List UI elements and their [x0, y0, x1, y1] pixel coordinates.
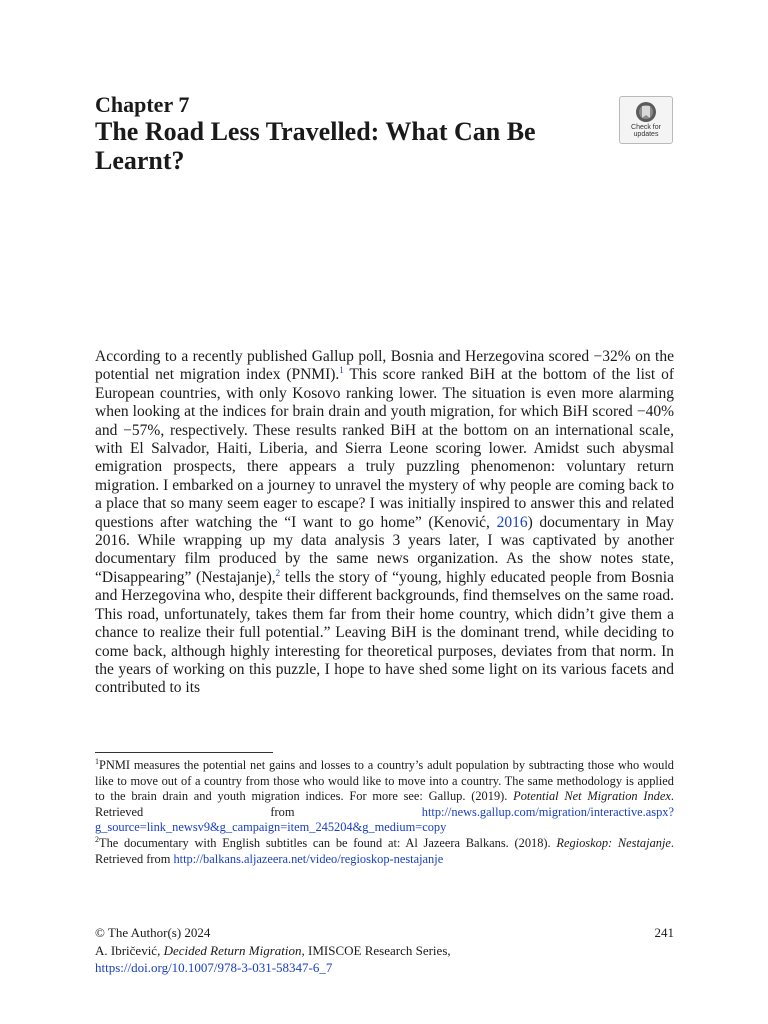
footnote-number: 2: [95, 834, 99, 844]
footnotes: [95, 758, 674, 867]
page-footer: [95, 924, 674, 977]
chapter-label: Chapter 7: [95, 92, 190, 117]
citation-link[interactable]: 2016: [496, 513, 528, 531]
copyright: © The Author(s) 2024: [95, 925, 211, 940]
text-run: According to a recently published Gallup poll, Bosnia and Herzegovina scored −32% on the potential net migration index (PNMI).: [95, 348, 674, 384]
footnote-2-url-link[interactable]: http://balkans.aljazeera.net/video/regioskop-nestajanje: [173, 851, 444, 866]
text-run: This score ranked BiH at the bottom of the list of European countries, with only Kosovo ranking lower. The situation is even more alarming when looking at the indices for brain drain and youth migration, for which BiH scored −40% and −57%, respectively. These results ranked BiH at the bottom on an international scale, with El Salvador, Haiti, Liberia, and Sierra Leone scoring lower. Amidst such abysmal emigration prospects, there appears a truly puzzling phenomenon: voluntary return migration. I embarked on a journey to unravel the mystery of why people are coming back to a place that so many seem eager to escape? I was initially inspired to answer this and related questions after watching the “I want to go home” (Kenović,: [95, 366, 674, 531]
text-run: . Retrieved from: [95, 789, 674, 819]
chapter-title: The Road Less Travelled: What Can Be Learnt?: [95, 117, 536, 175]
page-number: 241: [654, 925, 674, 940]
text-run: A. Ibričević,: [95, 942, 164, 958]
text-run: Decided Return Migration: [163, 942, 302, 958]
footnote-1-url-link[interactable]: http://news.gallup.com/migration/interactive.aspx?g_source=link_newsv9&g_campaign=item_245204&g_medium=copy: [95, 804, 674, 835]
text-run: The documentary with English subtitles can be found at: Al Jazeera Balkans. (2018).: [99, 835, 557, 850]
footnote-ref-1[interactable]: 1: [339, 365, 344, 376]
text-run: tells the story of “young, highly educated people from Bosnia and Herzegovina who, despite their different backgrounds, find themselves on the same road. This road, unfortunately, takes them far from their home country, which didn’t give them a chance to realize their full potential.” Leaving BiH is the dominant trend, while deciding to come back, although highly interesting for theoretical purposes, deviates from that norm. In the years of working on this puzzle, I hope to have shed some light on its various facets and contributed to its: [95, 568, 674, 697]
check-for-updates-badge[interactable]: [619, 96, 673, 144]
paragraph: [95, 348, 674, 698]
text-run: , IMISCOE Research Series,: [301, 942, 451, 958]
footnote-number: 1: [95, 756, 99, 766]
badge-label: Check for updates: [631, 124, 661, 138]
footnote-ref-2[interactable]: 2: [275, 567, 281, 578]
body-text: [95, 348, 674, 698]
footnote-rule: [95, 752, 273, 753]
text-run: . Retrieved from: [95, 835, 675, 866]
text-run: Regioskop: Nestajanje: [556, 835, 671, 850]
footnote-1: [95, 758, 674, 836]
text-run: ) documentary in May 2016. While wrapping up my data analysis 3 years later, I was captivated by another documentary film produced by the same news organization. As the show notes state, “Disappearing” (Nestajanje),: [95, 513, 674, 586]
bookmark-ribbon-icon: [634, 100, 658, 124]
text-run: PNMI measures the potential net gains and losses to a country’s adult population by subtracting those who would like to move out of a country from those who would like to move into a country. The same methodology is applied to the brain drain and youth migration indices. For more see: Gallup. (2019).: [95, 758, 674, 804]
footnote-2: [95, 836, 674, 867]
book-reference: [95, 942, 674, 960]
text-run: Potential Net Migration Index: [513, 789, 671, 804]
doi-link[interactable]: https://doi.org/10.1007/978-3-031-58347-6_7: [95, 960, 333, 975]
